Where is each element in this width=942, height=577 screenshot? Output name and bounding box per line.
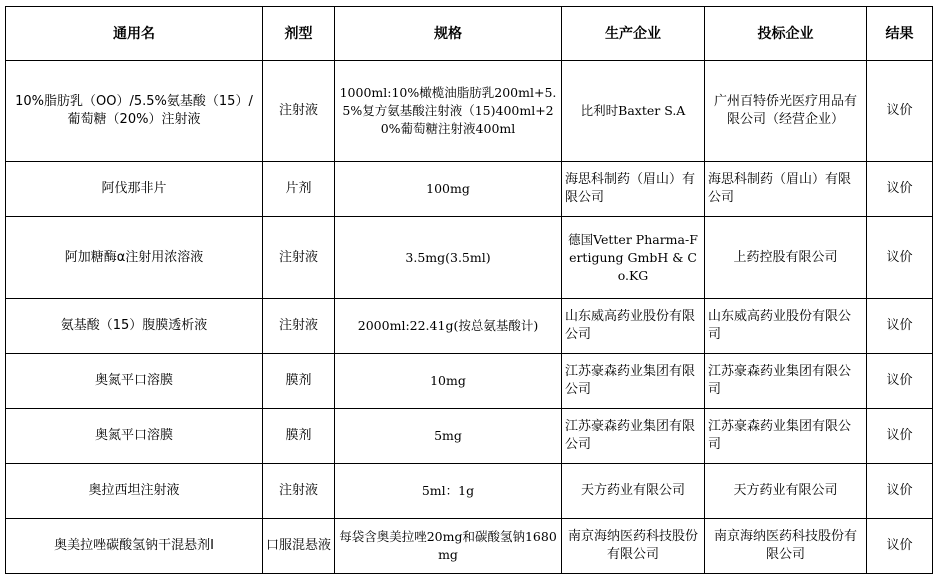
cell-manufacturer: 德国Vetter Pharma-Fertigung GmbH & Co.KG [562, 217, 705, 299]
cell-specification: 100mg [335, 162, 562, 217]
cell-generic-name: 奥拉西坦注射液 [6, 464, 263, 519]
cell-bidder: 山东威高药业股份有限公司 [705, 299, 867, 354]
cell-specification: 3.5mg(3.5ml) [335, 217, 562, 299]
header-specification: 规格 [335, 7, 562, 61]
cell-generic-name: 奥氮平口溶膜 [6, 354, 263, 409]
cell-manufacturer: 南京海纳医药科技股份有限公司 [562, 519, 705, 574]
cell-result: 议价 [867, 464, 933, 519]
cell-bidder: 海思科制药（眉山）有限公司 [705, 162, 867, 217]
cell-bidder: 广州百特侨光医疗用品有限公司（经营企业） [705, 61, 867, 162]
cell-result: 议价 [867, 61, 933, 162]
header-bidder: 投标企业 [705, 7, 867, 61]
cell-specification: 每袋含奥美拉唑20mg和碳酸氢钠1680mg [335, 519, 562, 574]
cell-result: 议价 [867, 354, 933, 409]
cell-specification: 5mg [335, 409, 562, 464]
cell-manufacturer: 江苏豪森药业集团有限公司 [562, 354, 705, 409]
table-row [6, 61, 933, 162]
cell-dosage-form: 注射液 [263, 299, 335, 354]
cell-dosage-form: 注射液 [263, 464, 335, 519]
header-row [6, 7, 933, 61]
cell-dosage-form: 口服混悬液 [263, 519, 335, 574]
table-row [6, 519, 933, 574]
header-result: 结果 [867, 7, 933, 61]
cell-specification: 10mg [335, 354, 562, 409]
cell-result: 议价 [867, 299, 933, 354]
cell-dosage-form: 膜剂 [263, 409, 335, 464]
table-row [6, 299, 933, 354]
cell-specification: 5ml：1g [335, 464, 562, 519]
cell-generic-name: 奥氮平口溶膜 [6, 409, 263, 464]
table-row [6, 162, 933, 217]
cell-result: 议价 [867, 217, 933, 299]
cell-manufacturer: 山东威高药业股份有限公司 [562, 299, 705, 354]
cell-bidder: 南京海纳医药科技股份有限公司 [705, 519, 867, 574]
table-row [6, 217, 933, 299]
cell-generic-name: 氨基酸（15）腹膜透析液 [6, 299, 263, 354]
drug-bid-table [5, 6, 933, 574]
cell-generic-name: 阿伐那非片 [6, 162, 263, 217]
cell-generic-name: 10%脂肪乳（OO）/5.5%氨基酸（15）/葡萄糖（20%）注射液 [6, 61, 263, 162]
cell-bidder: 江苏豪森药业集团有限公司 [705, 354, 867, 409]
cell-bidder: 上药控股有限公司 [705, 217, 867, 299]
cell-bidder: 天方药业有限公司 [705, 464, 867, 519]
header-generic-name: 通用名 [6, 7, 263, 61]
table-row [6, 409, 933, 464]
cell-specification: 2000ml:22.41g(按总氨基酸计) [335, 299, 562, 354]
cell-result: 议价 [867, 519, 933, 574]
table-row [6, 354, 933, 409]
cell-generic-name: 奥美拉唑碳酸氢钠干混悬剂Ⅰ [6, 519, 263, 574]
cell-dosage-form: 注射液 [263, 217, 335, 299]
document-page [5, 6, 933, 574]
cell-bidder: 江苏豪森药业集团有限公司 [705, 409, 867, 464]
header-manufacturer: 生产企业 [562, 7, 705, 61]
cell-dosage-form: 膜剂 [263, 354, 335, 409]
cell-dosage-form: 片剂 [263, 162, 335, 217]
cell-manufacturer: 江苏豪森药业集团有限公司 [562, 409, 705, 464]
table-row [6, 464, 933, 519]
cell-manufacturer: 比利时Baxter S.A [562, 61, 705, 162]
cell-result: 议价 [867, 409, 933, 464]
cell-specification: 1000ml:10%橄榄油脂肪乳200ml+5.5%复方氨基酸注射液（15)400ml+20%葡萄糖注射液400ml [335, 61, 562, 162]
cell-dosage-form: 注射液 [263, 61, 335, 162]
header-dosage-form: 剂型 [263, 7, 335, 61]
cell-manufacturer: 海思科制药（眉山）有限公司 [562, 162, 705, 217]
cell-generic-name: 阿加糖酶α注射用浓溶液 [6, 217, 263, 299]
cell-result: 议价 [867, 162, 933, 217]
cell-manufacturer: 天方药业有限公司 [562, 464, 705, 519]
